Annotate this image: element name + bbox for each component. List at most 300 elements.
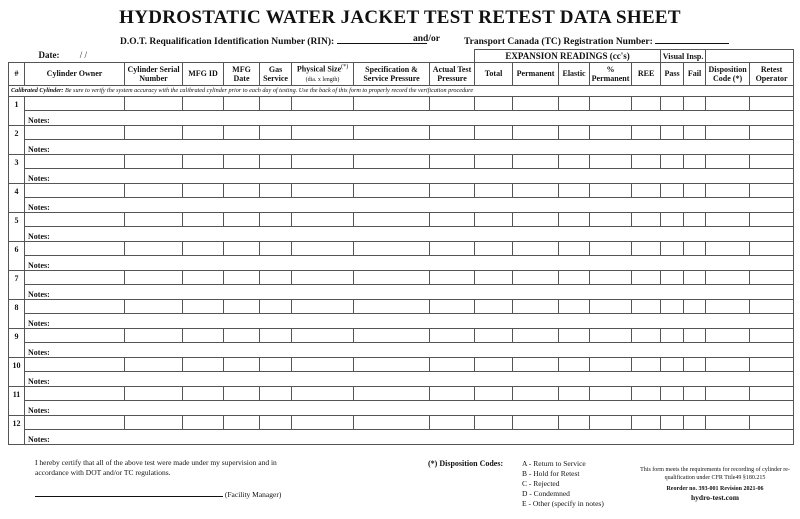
data-cell[interactable] (559, 299, 590, 313)
notes-row (9, 139, 794, 154)
data-cell[interactable] (559, 415, 590, 429)
disposition-code-b: B - Hold for Retest (522, 469, 580, 478)
data-cell[interactable] (559, 154, 590, 168)
calibrated-text: Be sure to verify the system accuracy with the calibrated cylinder prior to each day of testing. Use the back of this form to properly record the verification procedure (64, 87, 474, 95)
data-cell[interactable] (684, 125, 706, 139)
data-cell[interactable] (354, 154, 430, 168)
col-operator: Retest Operator (750, 63, 794, 86)
data-cell[interactable] (25, 415, 125, 429)
data-cell[interactable] (590, 183, 632, 197)
data-cell[interactable] (513, 328, 559, 342)
data-cell[interactable] (513, 212, 559, 226)
data-cell[interactable] (125, 241, 183, 255)
calibrated-label: Calibrated Cylinder: (11, 87, 64, 95)
data-cell[interactable] (559, 357, 590, 371)
date-label: Date: (38, 50, 60, 61)
data-cell[interactable] (684, 270, 706, 284)
data-cell[interactable] (750, 96, 794, 110)
data-cell[interactable] (224, 154, 260, 168)
col-total: Total (475, 63, 513, 86)
col-mfg-date: MFG Date (224, 63, 260, 86)
data-cell[interactable] (224, 212, 260, 226)
expansion-header: EXPANSION READINGS (cc's) (475, 50, 661, 63)
data-cell[interactable] (559, 212, 590, 226)
data-cell[interactable] (632, 154, 661, 168)
data-cell[interactable] (706, 357, 750, 371)
physical-size-sup: (*) (341, 64, 349, 70)
row-number: 5 (9, 212, 25, 241)
data-cell[interactable] (590, 415, 632, 429)
notes-field[interactable] (25, 313, 794, 328)
col-physical-size (292, 63, 354, 86)
data-cell[interactable] (750, 241, 794, 255)
data-cell[interactable] (590, 328, 632, 342)
date-field[interactable] (25, 50, 183, 63)
data-cell[interactable] (430, 183, 475, 197)
notes-row (9, 110, 794, 125)
rin-field[interactable] (120, 34, 427, 47)
data-cell[interactable] (260, 96, 292, 110)
data-cell[interactable] (292, 241, 354, 255)
data-cell[interactable] (475, 299, 513, 313)
disposition-title: (*) Disposition Codes: (428, 459, 504, 468)
tc-label: Transport Canada (TC) Registration Number: (464, 37, 653, 47)
data-cell[interactable] (590, 212, 632, 226)
data-cell[interactable] (590, 270, 632, 284)
data-cell[interactable] (292, 183, 354, 197)
data-cell[interactable] (25, 125, 125, 139)
data-cell[interactable] (750, 386, 794, 400)
data-cell[interactable] (183, 415, 224, 429)
data-cell[interactable] (684, 328, 706, 342)
data-cell[interactable] (661, 154, 684, 168)
notes-field[interactable] (25, 284, 794, 299)
data-cell[interactable] (513, 183, 559, 197)
data-cell[interactable] (632, 357, 661, 371)
data-cell[interactable] (183, 96, 224, 110)
data-cell[interactable] (292, 125, 354, 139)
table-row (9, 386, 794, 400)
data-cell[interactable] (559, 125, 590, 139)
data-cell[interactable] (706, 299, 750, 313)
data-cell[interactable] (706, 241, 750, 255)
physical-size-sub: (dia. x length) (305, 76, 340, 83)
data-cell[interactable] (430, 328, 475, 342)
data-cell[interactable] (25, 183, 125, 197)
data-cell[interactable] (125, 96, 183, 110)
data-cell[interactable] (661, 96, 684, 110)
table-row (9, 328, 794, 342)
data-cell[interactable] (661, 270, 684, 284)
notes-field[interactable] (25, 400, 794, 415)
data-cell[interactable] (661, 415, 684, 429)
data-cell[interactable] (183, 241, 224, 255)
data-cell[interactable] (354, 125, 430, 139)
notes-row (9, 255, 794, 270)
data-cell[interactable] (590, 125, 632, 139)
data-cell[interactable] (125, 125, 183, 139)
physical-size-label: Physical Size (296, 64, 342, 74)
col-serial: Cylinder Serial Number (125, 63, 183, 86)
notes-field[interactable] (25, 255, 794, 270)
notes-row (9, 371, 794, 386)
data-cell[interactable] (684, 154, 706, 168)
notes-label: Notes: (28, 434, 50, 444)
data-cell[interactable] (475, 96, 513, 110)
data-cell[interactable] (430, 270, 475, 284)
row-number: 10 (9, 357, 25, 386)
notes-row (9, 342, 794, 357)
data-cell[interactable] (590, 96, 632, 110)
data-cell[interactable] (475, 415, 513, 429)
data-cell[interactable] (706, 125, 750, 139)
data-cell[interactable] (513, 357, 559, 371)
data-cell[interactable] (475, 357, 513, 371)
data-cell[interactable] (125, 357, 183, 371)
data-cell[interactable] (513, 241, 559, 255)
data-cell[interactable] (475, 241, 513, 255)
rows-body (9, 96, 794, 444)
andor-label: and/or (413, 34, 440, 44)
row-number: 3 (9, 154, 25, 183)
table-row (9, 96, 794, 110)
data-cell[interactable] (590, 386, 632, 400)
data-cell[interactable] (475, 270, 513, 284)
data-cell[interactable] (632, 415, 661, 429)
notes-field[interactable] (25, 371, 794, 386)
data-cell[interactable] (750, 357, 794, 371)
data-cell[interactable] (475, 212, 513, 226)
data-cell[interactable] (590, 357, 632, 371)
data-cell[interactable] (632, 328, 661, 342)
notes-label: Notes: (28, 115, 50, 125)
data-cell[interactable] (292, 212, 354, 226)
data-cell[interactable] (354, 328, 430, 342)
data-cell[interactable] (632, 183, 661, 197)
visual-insp-header: Visual Insp. (661, 50, 706, 63)
row-number: 4 (9, 183, 25, 212)
data-cell[interactable] (559, 96, 590, 110)
col-spec-pressure: Specification & Service Pressure (354, 63, 430, 86)
page-title: HYDROSTATIC WATER JACKET TEST RETEST DATA SHEET (119, 7, 681, 28)
data-cell[interactable] (430, 299, 475, 313)
data-cell[interactable] (632, 125, 661, 139)
row-number: 1 (9, 96, 25, 125)
notes-label: Notes: (28, 260, 50, 270)
data-cell[interactable] (661, 357, 684, 371)
data-cell[interactable] (559, 183, 590, 197)
notes-row (9, 284, 794, 299)
data-cell[interactable] (632, 96, 661, 110)
data-cell[interactable] (354, 183, 430, 197)
data-cell[interactable] (25, 270, 125, 284)
table-row (9, 212, 794, 226)
row-number: 6 (9, 241, 25, 270)
col-mfg-id: MFG ID (183, 63, 224, 86)
data-cell[interactable] (260, 299, 292, 313)
data-cell[interactable] (125, 270, 183, 284)
data-cell[interactable] (183, 386, 224, 400)
row-number: 11 (9, 386, 25, 415)
data-cell[interactable] (750, 125, 794, 139)
data-cell[interactable] (706, 270, 750, 284)
date-separator: / / (79, 50, 88, 61)
data-cell[interactable] (661, 328, 684, 342)
data-cell[interactable] (260, 328, 292, 342)
data-cell[interactable] (125, 183, 183, 197)
notes-field[interactable] (25, 429, 794, 444)
data-cell[interactable] (513, 386, 559, 400)
data-cell[interactable] (661, 183, 684, 197)
data-cell[interactable] (475, 386, 513, 400)
data-cell[interactable] (750, 212, 794, 226)
data-cell[interactable] (260, 241, 292, 255)
data-cell[interactable] (224, 125, 260, 139)
data-cell[interactable] (706, 183, 750, 197)
data-cell[interactable] (183, 154, 224, 168)
notes-field[interactable] (25, 110, 794, 125)
data-cell[interactable] (632, 270, 661, 284)
data-cell[interactable] (706, 96, 750, 110)
data-cell[interactable] (684, 357, 706, 371)
notes-field[interactable] (25, 197, 794, 212)
notes-row (9, 400, 794, 415)
data-cell[interactable] (260, 386, 292, 400)
data-cell[interactable] (750, 154, 794, 168)
data-cell[interactable] (750, 328, 794, 342)
tc-input-line[interactable] (655, 34, 729, 44)
data-cell[interactable] (684, 241, 706, 255)
data-cell[interactable] (684, 212, 706, 226)
data-cell[interactable] (25, 328, 125, 342)
col-ree: REE (632, 63, 661, 86)
notes-label: Notes: (28, 173, 50, 183)
data-cell[interactable] (183, 125, 224, 139)
data-cell[interactable] (684, 386, 706, 400)
data-cell[interactable] (224, 299, 260, 313)
data-cell[interactable] (292, 328, 354, 342)
notes-label: Notes: (28, 376, 50, 386)
data-cell[interactable] (25, 212, 125, 226)
data-cell[interactable] (354, 241, 430, 255)
disposition-code-e: E - Other (specify in notes) (522, 499, 604, 508)
notes-label: Notes: (28, 202, 50, 212)
data-cell[interactable] (430, 125, 475, 139)
data-cell[interactable] (183, 328, 224, 342)
calibrated-cylinder-note (9, 85, 794, 96)
data-cell[interactable] (125, 328, 183, 342)
data-cell[interactable] (292, 270, 354, 284)
data-cell[interactable] (292, 415, 354, 429)
data-cell[interactable] (513, 125, 559, 139)
data-cell[interactable] (430, 212, 475, 226)
data-cell[interactable] (684, 96, 706, 110)
data-cell[interactable] (706, 386, 750, 400)
signature-block[interactable] (35, 487, 281, 500)
data-cell[interactable] (183, 357, 224, 371)
data-cell[interactable] (25, 96, 125, 110)
data-cell[interactable] (260, 212, 292, 226)
data-cell[interactable] (661, 241, 684, 255)
data-cell[interactable] (25, 299, 125, 313)
data-cell[interactable] (260, 183, 292, 197)
data-cell[interactable] (260, 270, 292, 284)
data-cell[interactable] (661, 125, 684, 139)
data-cell[interactable] (292, 357, 354, 371)
data-cell[interactable] (559, 386, 590, 400)
data-cell[interactable] (706, 328, 750, 342)
data-cell[interactable] (354, 357, 430, 371)
data-cell[interactable] (590, 241, 632, 255)
table-row (9, 125, 794, 139)
data-cell[interactable] (706, 415, 750, 429)
data-cell[interactable] (260, 154, 292, 168)
tc-field[interactable] (464, 34, 729, 47)
data-cell[interactable] (632, 212, 661, 226)
data-cell[interactable] (706, 154, 750, 168)
table-row (9, 183, 794, 197)
data-cell[interactable] (224, 96, 260, 110)
data-cell[interactable] (590, 154, 632, 168)
notes-row (9, 313, 794, 328)
data-cell[interactable] (125, 299, 183, 313)
data-cell[interactable] (750, 183, 794, 197)
data-cell[interactable] (292, 154, 354, 168)
data-cell[interactable] (632, 386, 661, 400)
col-fail: Fail (684, 63, 706, 86)
notes-row (9, 168, 794, 183)
facility-manager-label: (Facility Manager) (224, 490, 282, 499)
data-cell[interactable] (292, 299, 354, 313)
data-cell[interactable] (125, 212, 183, 226)
data-cell[interactable] (354, 270, 430, 284)
table-row (9, 241, 794, 255)
data-cell[interactable] (354, 299, 430, 313)
data-cell[interactable] (475, 183, 513, 197)
data-cell[interactable] (684, 415, 706, 429)
data-cell[interactable] (224, 241, 260, 255)
data-cell[interactable] (224, 183, 260, 197)
data-cell[interactable] (25, 357, 125, 371)
data-cell[interactable] (513, 270, 559, 284)
disposition-code-d: D - Condemned (522, 489, 570, 498)
data-cell[interactable] (661, 386, 684, 400)
col-elastic: Elastic (559, 63, 590, 86)
data-cell[interactable] (354, 96, 430, 110)
data-cell[interactable] (559, 241, 590, 255)
col-pct-permanent: % Permanent (590, 63, 632, 86)
data-cell[interactable] (513, 415, 559, 429)
website: hydro-test.com (691, 493, 739, 502)
notes-label: Notes: (28, 405, 50, 415)
notes-field[interactable] (25, 168, 794, 183)
data-cell[interactable] (513, 299, 559, 313)
col-actual-pressure: Actual Test Pressure (430, 63, 475, 86)
data-cell[interactable] (224, 328, 260, 342)
data-cell[interactable] (224, 270, 260, 284)
data-cell[interactable] (513, 154, 559, 168)
data-cell[interactable] (125, 386, 183, 400)
data-cell[interactable] (632, 299, 661, 313)
data-cell[interactable] (224, 386, 260, 400)
data-table (8, 49, 794, 445)
data-cell[interactable] (260, 415, 292, 429)
data-cell[interactable] (661, 212, 684, 226)
data-cell[interactable] (25, 241, 125, 255)
notes-field[interactable] (25, 226, 794, 241)
data-cell[interactable] (354, 415, 430, 429)
data-cell[interactable] (632, 241, 661, 255)
data-cell[interactable] (706, 212, 750, 226)
data-cell[interactable] (354, 212, 430, 226)
data-cell[interactable] (224, 415, 260, 429)
data-cell[interactable] (661, 299, 684, 313)
data-cell[interactable] (354, 386, 430, 400)
col-owner: Cylinder Owner (25, 63, 125, 86)
data-cell[interactable] (430, 357, 475, 371)
data-cell[interactable] (475, 328, 513, 342)
col-number: # (9, 63, 25, 86)
data-cell[interactable] (684, 183, 706, 197)
data-cell[interactable] (559, 270, 590, 284)
data-cell[interactable] (430, 386, 475, 400)
data-cell[interactable] (183, 212, 224, 226)
notes-label: Notes: (28, 347, 50, 357)
table-row (9, 299, 794, 313)
data-cell[interactable] (25, 386, 125, 400)
col-gas-service: Gas Service (260, 63, 292, 86)
data-cell[interactable] (430, 96, 475, 110)
data-cell[interactable] (125, 415, 183, 429)
row-number: 8 (9, 299, 25, 328)
data-cell[interactable] (559, 328, 590, 342)
data-cell[interactable] (430, 415, 475, 429)
notes-field[interactable] (25, 342, 794, 357)
data-cell[interactable] (260, 357, 292, 371)
data-cell[interactable] (475, 125, 513, 139)
notes-label: Notes: (28, 289, 50, 299)
data-cell[interactable] (183, 183, 224, 197)
data-cell[interactable] (430, 154, 475, 168)
data-cell[interactable] (513, 96, 559, 110)
data-cell[interactable] (125, 154, 183, 168)
notes-row (9, 197, 794, 212)
data-cell[interactable] (590, 299, 632, 313)
table-row (9, 270, 794, 284)
data-cell[interactable] (475, 154, 513, 168)
data-cell[interactable] (260, 125, 292, 139)
certify-text: I hereby certify that all of the above test were made under my supervision and in accordance with DOT and/or TC regulations. (35, 458, 277, 477)
data-cell[interactable] (183, 270, 224, 284)
data-cell[interactable] (183, 299, 224, 313)
disposition-code-c: C - Rejected (522, 479, 560, 488)
data-cell[interactable] (750, 415, 794, 429)
col-permanent: Permanent (513, 63, 559, 86)
row-number: 2 (9, 125, 25, 154)
data-cell[interactable] (430, 241, 475, 255)
data-cell[interactable] (224, 357, 260, 371)
notes-field[interactable] (25, 139, 794, 154)
form-requirements-note: This form meets the requirements for recording of cylinder re-qualification under CFR Title49 §180.215 (640, 467, 790, 481)
data-cell[interactable] (684, 299, 706, 313)
data-cell[interactable] (750, 270, 794, 284)
data-cell[interactable] (292, 96, 354, 110)
data-cell[interactable] (750, 299, 794, 313)
data-cell[interactable] (25, 154, 125, 168)
signature-line[interactable] (35, 487, 223, 497)
row-number: 12 (9, 415, 25, 444)
data-cell[interactable] (292, 386, 354, 400)
